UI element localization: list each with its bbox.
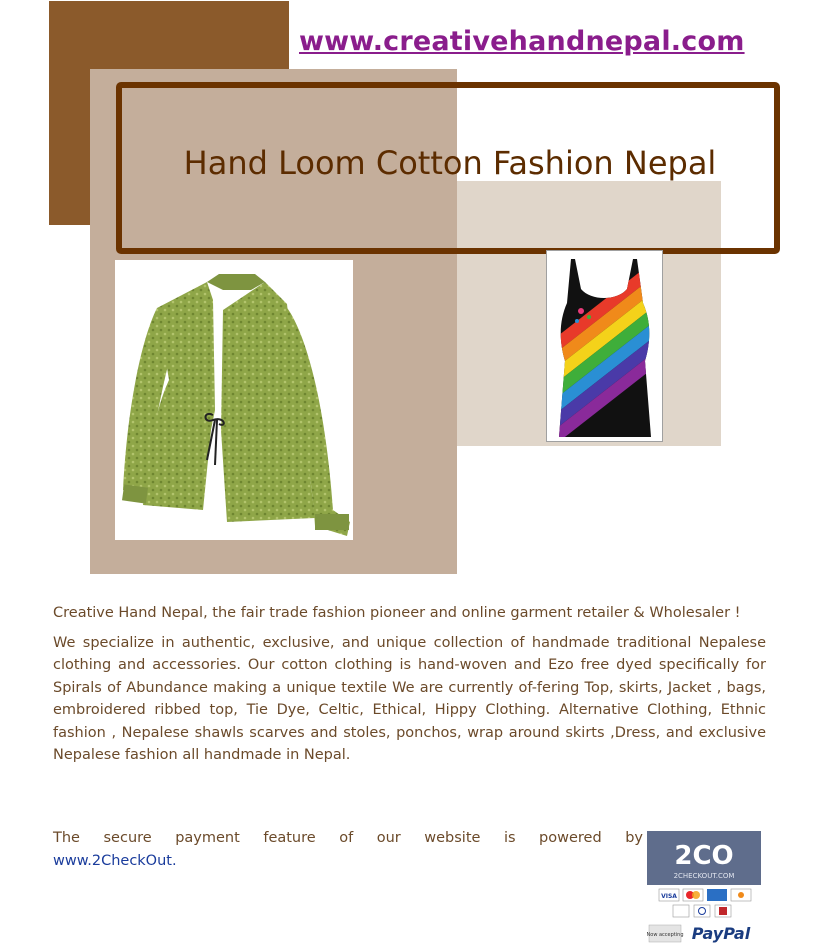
visa-label: VISA [661, 893, 677, 900]
2checkout-badge[interactable] [647, 831, 761, 944]
green-jacket-image [115, 260, 353, 540]
jcb-card-icon [673, 905, 689, 917]
paypal-logo: PayPal [691, 924, 751, 943]
2checkout-link[interactable]: www.2CheckOut. [53, 852, 177, 869]
payment-text [53, 827, 643, 872]
intro-paragraph: Creative Hand Nepal, the fair trade fashion pioneer and online garment retailer & Wholesaler ! [53, 605, 741, 621]
diners-card-icon [694, 905, 710, 917]
amex-card-icon [707, 889, 727, 901]
description-paragraph: We specialize in authentic, exclusive, and unique collection of handmade traditional Nepalese clothing and accessories. Our cotton clothing is hand-woven and Ezo free dyed specifically for Spirals of Abundance making a unique textile We are currently of-fering Top, skirts, Jacket , bags, embroidered ribbed top, Tie Dye, Celtic, Ethical, Hippy Clothing. Alternative Clothing, Ethnic fashion , Nepalese shawls scarves and stoles, ponchos, wrap around skirts ,Dress, and exclusive Nepalese fashion all handmade in Nepal. [53, 634, 766, 763]
description-text [53, 602, 766, 774]
rainbow-tank-top-image [546, 250, 663, 442]
paypal-note: Now accepting [647, 932, 684, 938]
site-url-link[interactable]: www.creativehandnepal.com [299, 26, 745, 57]
page-title: Hand Loom Cotton Fashion Nepal [183, 144, 717, 182]
payment-sentence: The secure payment feature of our website is powered by [53, 830, 643, 846]
2co-logo: 2CO [674, 841, 734, 871]
2co-subtitle: 2CHECKOUT.COM [673, 872, 735, 880]
